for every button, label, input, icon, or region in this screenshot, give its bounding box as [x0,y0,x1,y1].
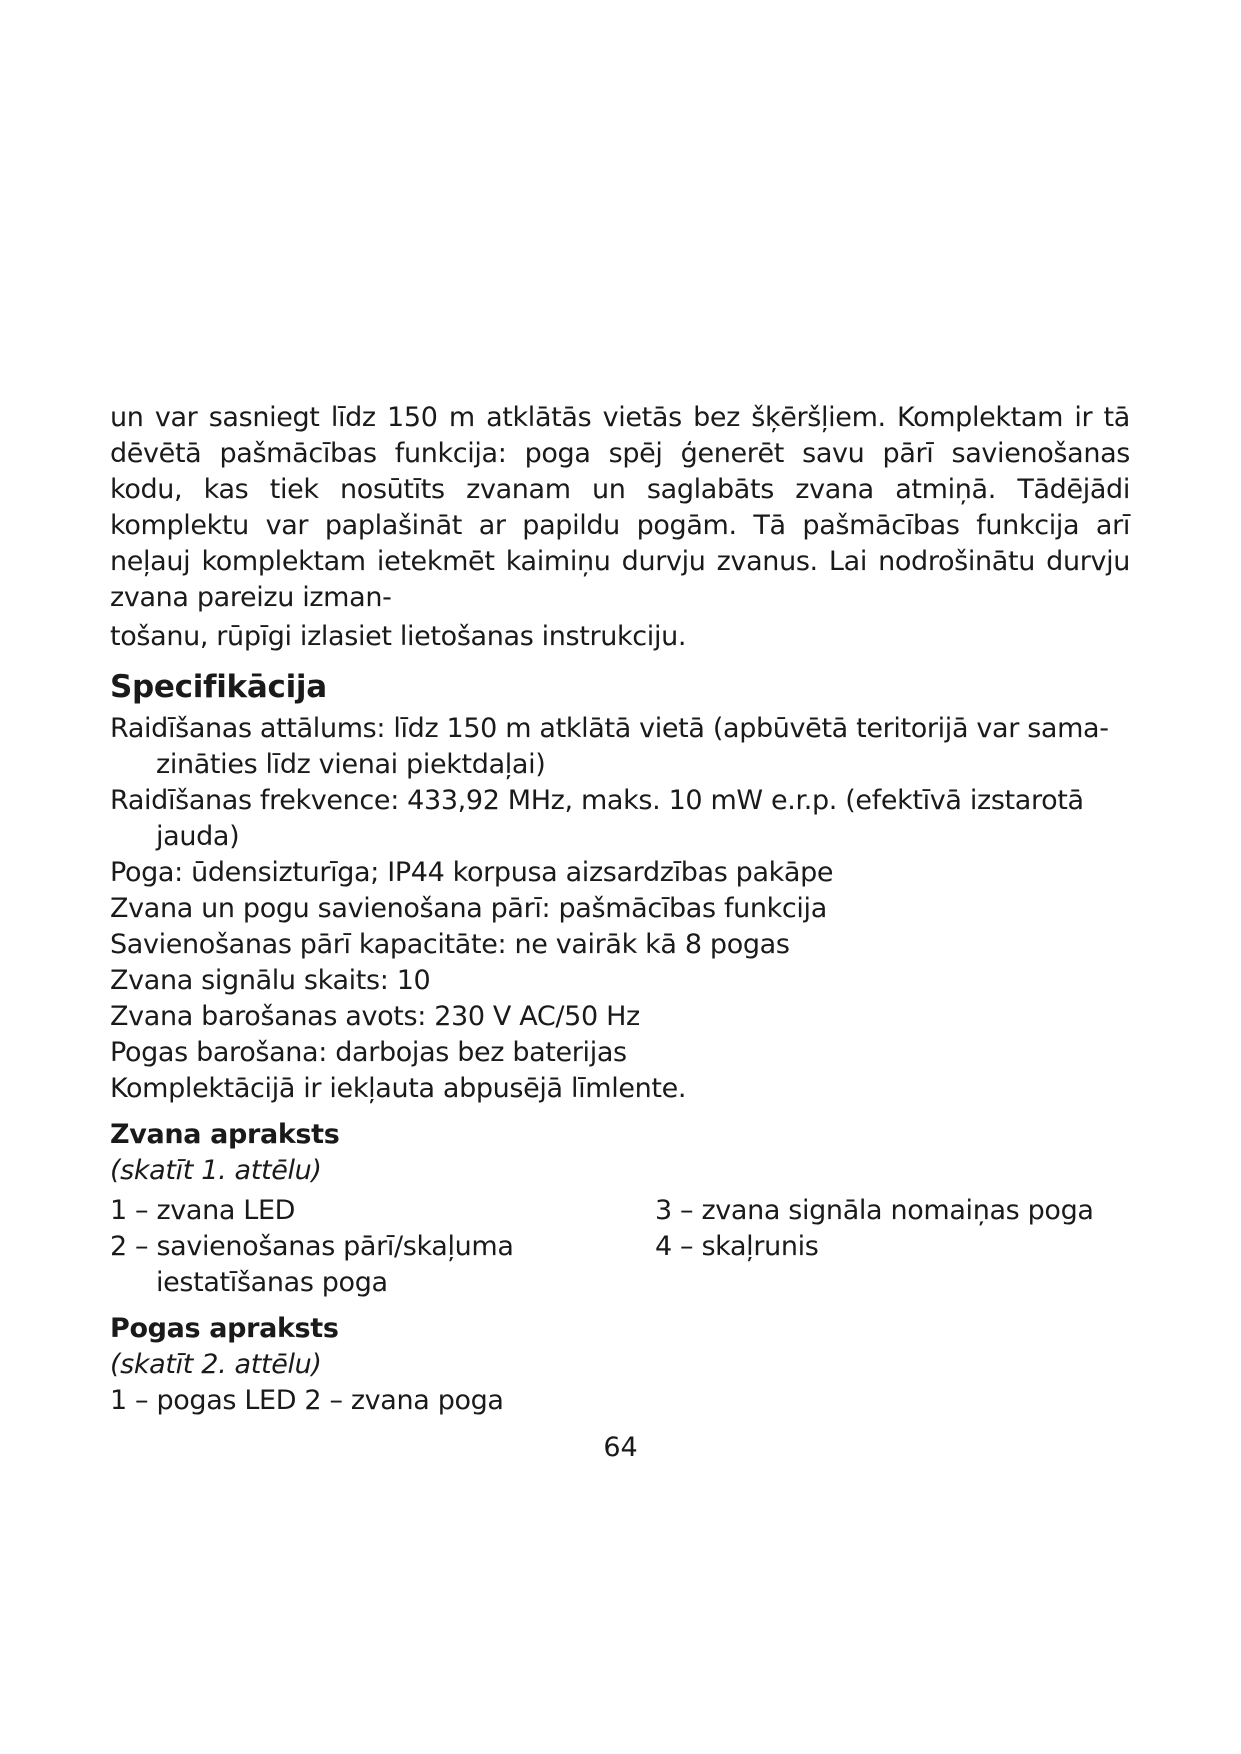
spec-item-package: Komplektācijā ir iekļauta abpusējā līmlente. [110,1073,687,1104]
spec-item-button-protection: Poga: ūdensizturīga; IP44 korpusa aizsardzības pakāpe [110,857,834,888]
spec-item-button-power: Pogas barošana: darbojas bez baterijas [110,1037,627,1068]
page-content [110,400,1130,1419]
specification-list [110,711,1130,1107]
page-number: 64 [603,1432,638,1463]
intro-last-line: tošanu, rūpīgi izlasiet lietošanas instrukciju. [110,621,687,652]
bell-parts-columns [110,1193,1130,1301]
spec-item-power-source: Zvana barošanas avots: 230 V AC/50 Hz [110,1001,640,1032]
spec-item-pairing: Zvana un pogu savienošana pārī: pašmācības funkcija [110,893,827,924]
button-figure-reference: (skatīt 2. attēlu) [110,1349,322,1380]
bell-description-heading: Zvana apraksts [110,1119,340,1150]
bell-parts-left [110,1193,655,1301]
bell-part-3: 3 – zvana signāla nomaiņas poga [655,1195,1094,1226]
spec-item-signal-count: Zvana signālu skaits: 10 [110,965,431,996]
spec-item-pairing-capacity: Savienošanas pārī kapacitāte: ne vairāk kā 8 pogas [110,929,790,960]
bell-part-2: 2 – savienošanas pārī/skaļuma iestatīšanas poga [110,1231,514,1298]
bell-parts-right [655,1193,1125,1301]
spec-item-frequency: Raidīšanas frekvence: 433,92 MHz, maks. 10 mW e.r.p. (efektīvā izstarotā jauda) [110,785,1084,852]
intro-paragraph [110,400,1130,655]
button-description-heading: Pogas apraksts [110,1313,339,1344]
specification-heading: Specifikācija [110,669,327,705]
spec-item-range: Raidīšanas attālums: līdz 150 m atklātā vietā (apbūvētā teritorijā var sama-zināties līdz vienai piektdaļai) [110,713,1109,780]
bell-part-1: 1 – zvana LED [110,1195,296,1226]
bell-part-4: 4 – skaļrunis [655,1231,819,1262]
button-parts: 1 – pogas LED 2 – zvana poga [110,1385,504,1416]
bell-figure-reference: (skatīt 1. attēlu) [110,1155,322,1186]
intro-text: un var sasniegt līdz 150 m atklātās vietās bez šķēršļiem. Komplektam ir tā dēvētā pašmācības funkcija: poga spēj ģenerēt savu pārī savienošanas kodu, kas tiek nosūtīts zvanam un saglabāts zvana atmiņā. Tādējādi komplektu var paplašināt ar papildu pogām. Tā pašmācības funkcija arī neļauj komplektam ietekmēt kaimiņu durvju zvanus. Lai nodrošinātu durvju zvana pareizu izman- [110,402,1130,613]
